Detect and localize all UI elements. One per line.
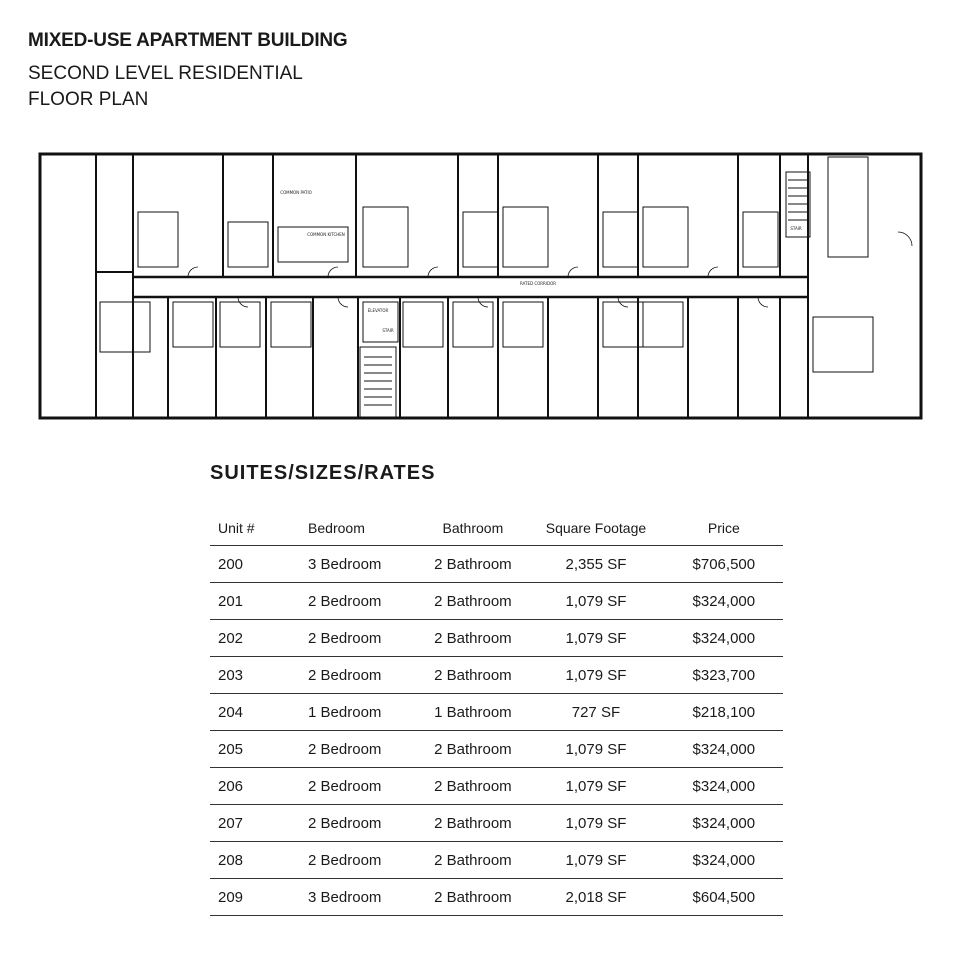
- table-row: [210, 657, 783, 694]
- stair-core-south: [360, 347, 396, 417]
- cell-price: $706,500: [665, 546, 783, 583]
- cell-square-footage: 2,355 SF: [527, 546, 664, 583]
- table-row: [210, 546, 783, 583]
- cell-bathroom: 2 Bathroom: [419, 731, 528, 768]
- cell-bedroom: 3 Bedroom: [308, 546, 419, 583]
- cell-bathroom: 2 Bathroom: [419, 620, 528, 657]
- cell-unit: 206: [210, 768, 308, 805]
- column-header-bedroom: Bedroom: [308, 510, 419, 546]
- cell-unit: 209: [210, 879, 308, 916]
- cell-bedroom: 2 Bedroom: [308, 583, 419, 620]
- stair-label-south: STAIR: [382, 328, 394, 333]
- cell-bathroom: 2 Bathroom: [419, 768, 528, 805]
- stair-label-north: STAIR: [790, 226, 802, 231]
- cell-unit: 204: [210, 694, 308, 731]
- cell-unit: 203: [210, 657, 308, 694]
- table-header-row: [210, 510, 783, 546]
- column-header-unit: Unit #: [210, 510, 308, 546]
- table-row: [210, 768, 783, 805]
- elevator-label: ELEVATOR: [367, 308, 389, 313]
- cell-bathroom: 2 Bathroom: [419, 879, 528, 916]
- cell-price: $218,100: [665, 694, 783, 731]
- cell-bedroom: 1 Bedroom: [308, 694, 419, 731]
- rates-section-title: SUITES/SIZES/RATES: [210, 462, 436, 484]
- cell-bedroom: 2 Bedroom: [308, 805, 419, 842]
- table-row: [210, 583, 783, 620]
- cell-unit: 207: [210, 805, 308, 842]
- north-kitchen-bath-blocks: [138, 157, 868, 267]
- exterior-wall: [40, 154, 921, 418]
- cell-bedroom: 2 Bedroom: [308, 768, 419, 805]
- cell-unit: 208: [210, 842, 308, 879]
- document-title: MIXED-USE APARTMENT BUILDING: [28, 30, 348, 51]
- cell-price: $324,000: [665, 731, 783, 768]
- common-kitchen-label: COMMON KITCHEN: [307, 232, 345, 237]
- cell-bathroom: 2 Bathroom: [419, 583, 528, 620]
- cell-price: $324,000: [665, 842, 783, 879]
- cell-price: $323,700: [665, 657, 783, 694]
- cell-price: $324,000: [665, 805, 783, 842]
- left-wing-wall: [96, 154, 133, 418]
- cell-unit: 205: [210, 731, 308, 768]
- cell-square-footage: 727 SF: [527, 694, 664, 731]
- cell-bedroom: 2 Bedroom: [308, 620, 419, 657]
- cell-square-footage: 1,079 SF: [527, 620, 664, 657]
- cell-price: $324,000: [665, 583, 783, 620]
- cell-unit: 201: [210, 583, 308, 620]
- cell-bathroom: 2 Bathroom: [419, 657, 528, 694]
- table-row: [210, 694, 783, 731]
- cell-square-footage: 2,018 SF: [527, 879, 664, 916]
- cell-bedroom: 2 Bedroom: [308, 842, 419, 879]
- document-subtitle: [28, 61, 303, 113]
- table-row: [210, 842, 783, 879]
- cell-square-footage: 1,079 SF: [527, 731, 664, 768]
- cell-square-footage: 1,079 SF: [527, 768, 664, 805]
- rates-table: [210, 510, 783, 916]
- subtitle-line-1: SECOND LEVEL RESIDENTIAL: [28, 63, 303, 84]
- cell-bathroom: 2 Bathroom: [419, 842, 528, 879]
- table-row: [210, 620, 783, 657]
- cell-square-footage: 1,079 SF: [527, 583, 664, 620]
- cell-square-footage: 1,079 SF: [527, 657, 664, 694]
- cell-bathroom: 2 Bathroom: [419, 805, 528, 842]
- cell-bedroom: 3 Bedroom: [308, 879, 419, 916]
- rated-corridor-label: RATED CORRIDOR: [519, 281, 557, 286]
- subtitle-line-2: FLOOR PLAN: [28, 89, 149, 110]
- cell-price: $324,000: [665, 620, 783, 657]
- cell-unit: 202: [210, 620, 308, 657]
- cell-square-footage: 1,079 SF: [527, 842, 664, 879]
- table-row: [210, 879, 783, 916]
- table-row: [210, 731, 783, 768]
- column-header-price: Price: [665, 510, 783, 546]
- cell-price: $324,000: [665, 768, 783, 805]
- cell-square-footage: 1,079 SF: [527, 805, 664, 842]
- column-header-square-footage: Square Footage: [527, 510, 664, 546]
- cell-bathroom: 2 Bathroom: [419, 546, 528, 583]
- cell-unit: 200: [210, 546, 308, 583]
- floor-plan-drawing: [38, 152, 923, 422]
- cell-bedroom: 2 Bedroom: [308, 657, 419, 694]
- common-patio-label: COMMON PATIO: [280, 190, 312, 195]
- cell-bedroom: 2 Bedroom: [308, 731, 419, 768]
- table-row: [210, 805, 783, 842]
- column-header-bathroom: Bathroom: [419, 510, 528, 546]
- cell-bathroom: 1 Bathroom: [419, 694, 528, 731]
- cell-price: $604,500: [665, 879, 783, 916]
